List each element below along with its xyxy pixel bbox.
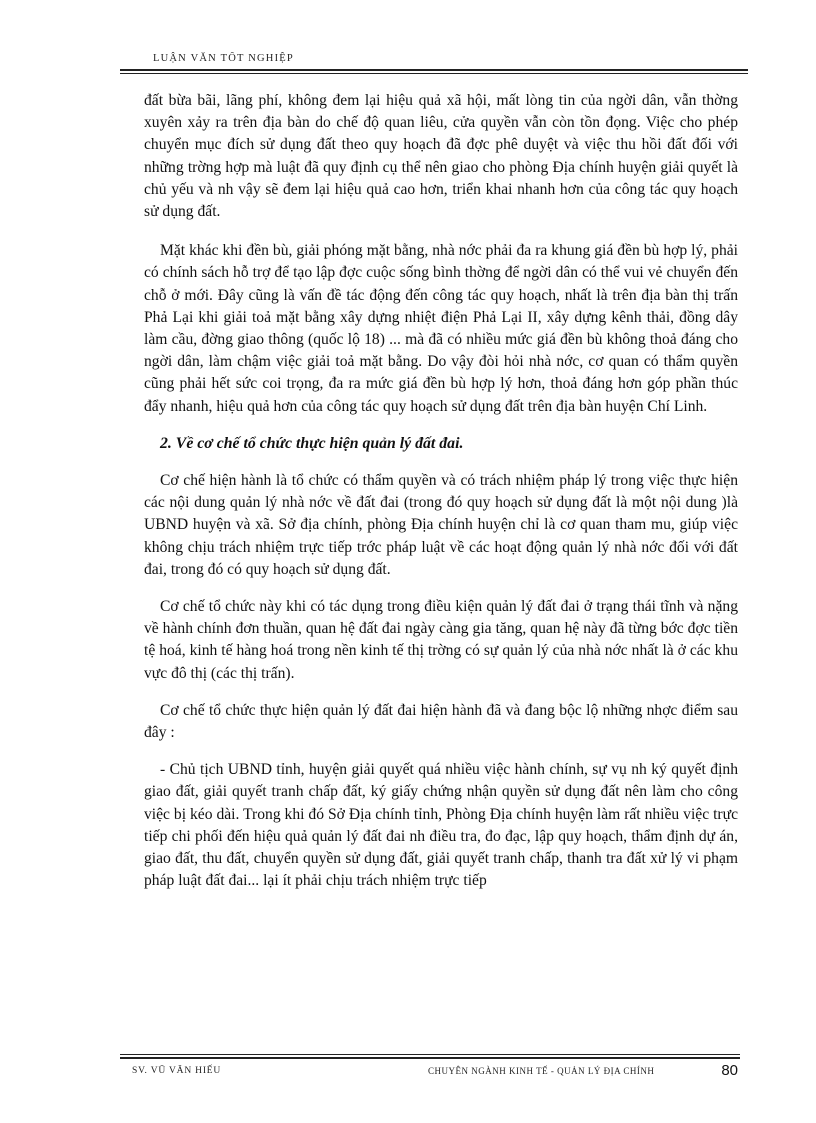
footer-row [120,1062,740,1080]
paragraph-mechanism-effect: Cơ chế tổ chức này khi có tác dụng trong điều kiện quản lý đất đai ở trạng thái tĩnh và nặng về hành chính đơn thuần, quan hệ đất đai ngày càng gia tăng, quan hệ này đã từng bớc đợc tiền tệ hoá, kinh tế hàng hoá trong nền kinh tế thị trờng có sự quản lý của nhà nớc nhất là ở các khu vực đô thị (các thị trấn). [144,598,738,682]
footer-rule-thick [120,1057,740,1059]
paragraph-weakness-item: - Chủ tịch UBND tỉnh, huyện giải quyết quá nhiều việc hành chính, sự vụ nh ký quyết định giao đất, giải quyết tranh chấp đất, ký giấy chứng nhận quyền sử dụng đất nên làm cho công việc bị kéo dài. Trong khi đó Sở Địa chính tỉnh, Phòng Địa chính huyện làm rất nhiều việc trực tiếp chi phối đến hiệu quả quản lý đất đai nh điều tra, đo đạc, lập quy hoạch, thẩm định dự án, giao đất, thu đất, chuyển quyền sử dụng đất, giải quyết tranh chấp, thanh tra đất xử lý vi phạm pháp luật đất đai... lại ít phải chịu trách nhiệm trực tiếp [144,761,738,890]
page-header [120,52,748,74]
header-rule-thick [120,69,748,71]
footer-major: CHUYÊN NGÀNH KINH TẾ - QUẢN LÝ ĐỊA CHÍNH [428,1066,655,1076]
header-title: LUẬN VĂN TỐT NGHIỆP [153,53,294,64]
page-footer [120,1054,740,1080]
page-number: 80 [721,1062,738,1079]
footer-rule-thin [120,1054,740,1055]
page-content [144,90,738,908]
paragraph-continuation: đất bừa bãi, lãng phí, không đem lại hiệu quả xã hội, mất lòng tin của ngời dân, vẫn thờng xuyên xảy ra trên địa bàn do chế độ quan liêu, cửa quyền vẫn còn tồn đọng. Việc cho phép chuyển mục đích sử dụng đất theo quy hoạch đã đợc phê duyệt và việc thu hồi đất đối với những trờng hợp mà luật đã quy định cụ thể nên giao cho phòng Địa chính huyện giải quyết là chủ yếu và nh vậy sẽ đem lại hiệu quả cao hơn, triển khai nhanh hơn của công tác quy hoạch sử dụng đất. [144,92,738,221]
paragraph-compensation: Mặt khác khi đền bù, giải phóng mặt bằng, nhà nớc phải đa ra khung giá đền bù hợp lý, phải có chính sách hỗ trợ để tạo lập đợc cuộc sống bình thờng để ngời dân có thể vui vẻ chuyển đến chỗ ở mới. Đây cũng là vấn đề tác động đến công tác quy hoạch, nhất là trên địa bàn thị trấn Phả Lại khi giải toả mặt bằng xây dựng nhiệt điện Phả Lại II, xây dựng kênh thải, đồng dây làm cầu, đờng giao thông (quốc lộ 18) ... mà đã có nhiều mức giá đền bù không thoả đáng cho ngời dân, làm chậm việc giải toả mặt bằng. Do vậy đòi hỏi nhà nớc, cơ quan có thẩm quyền cũng phải hết sức coi trọng, đa ra mức giá đền bù hợp lý hơn, thoả đáng hơn góp phần thúc đẩy nhanh, hiệu quả hơn của công tác quy hoạch sử dụng đất trên địa bàn huyện Chí Linh. [144,242,738,415]
footer-author: SV. VŨ VĂN HIẾU [132,1066,222,1076]
section-heading: 2. Về cơ chế tổ chức thực hiện quản lý đất đai. [160,434,464,452]
header-rule-thin [120,73,748,74]
paragraph-weaknesses-intro: Cơ chế tổ chức thực hiện quản lý đất đai hiện hành đã và đang bộc lộ những nhợc điểm sau đây : [144,701,738,742]
paragraph-current-mechanism: Cơ chế hiện hành là tổ chức có thẩm quyền và có trách nhiệm pháp lý trong việc thực hiện các nội dung quản lý nhà nớc về đất đai (trong đó quy hoạch sử dụng đất là một nội dung )là UBND huyện và xã. Sở địa chính, phòng Địa chính huyện chỉ là cơ quan tham mu, giúp việc không chịu trách nhiệm trực tiếp trớc pháp luật về các hoạt động quản lý nhà nớc đối với đất đai, trong đó có quy hoạch sử dụng đất. [144,472,738,578]
